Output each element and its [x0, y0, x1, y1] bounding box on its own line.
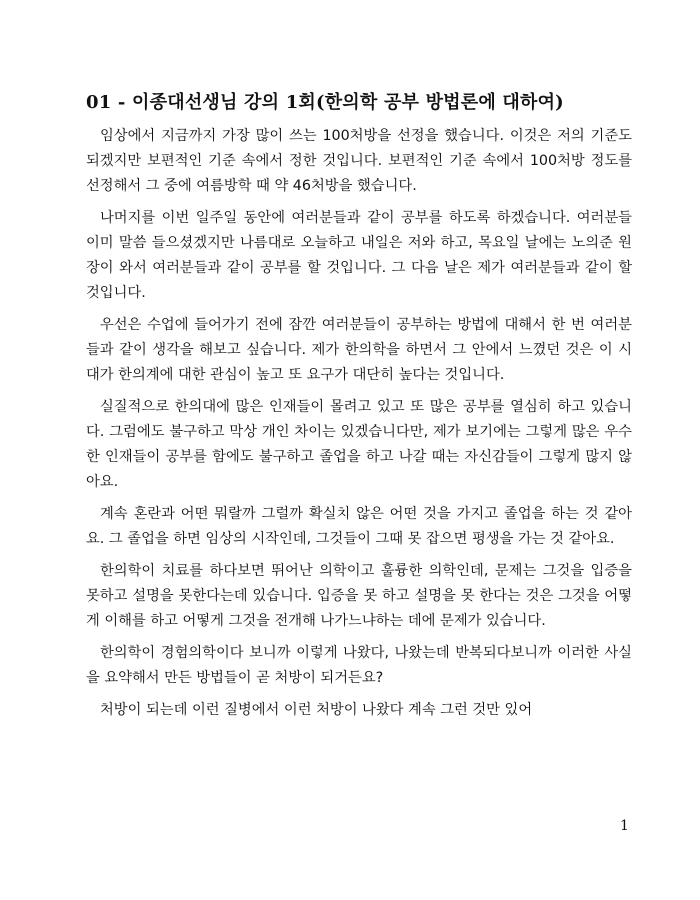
lecture-body — [86, 124, 632, 730]
page-number: 1 — [620, 818, 629, 834]
paragraph: 처방이 되는데 이런 질병에서 이런 처방이 나왔다 계속 그런 것만 있어 — [100, 702, 533, 718]
paragraph: 임상에서 지금까지 가장 많이 쓰는 100처방을 선정을 했습니다. 이것은 저의 기준도 되겠지만 보편적인 기준 속에서 정한 것입니다. 보편적인 기준 속에서 100처방 정도를 선정해서 그 중에 여름방학 때 약 46처방을 했습니다. — [86, 128, 632, 194]
paragraph: 나머지를 이번 일주일 동안에 여러분들과 같이 공부를 하도록 하겠습니다. 여러분들 이미 말씀 들으셨겠지만 나름대로 오늘하고 내일은 저와 하고, 목요일 날에는 노의준 원장이 와서 여러분들과 같이 공부를 할 것입니다. 그 다음 날은 제가 여러분들과 같이 할 것입니다. — [86, 210, 632, 301]
paragraph: 한의학이 경험의학이다 보니까 이렇게 나왔다, 나왔는데 반복되다보니까 이러한 사실을 요약해서 만든 방법들이 곧 처방이 되거든요? — [86, 645, 632, 686]
paragraph: 우선은 수업에 들어가기 전에 잠깐 여러분들이 공부하는 방법에 대해서 한 번 여러분들과 같이 생각을 해보고 싶습니다. 제가 한의학을 하면서 그 안에서 느꼈던 것은 이 시대가 한의계에 대한 관심이 높고 또 요구가 대단히 높다는 것입니다. — [86, 317, 632, 383]
paragraph: 실질적으로 한의대에 많은 인재들이 몰려고 있고 또 많은 공부를 열심히 하고 있습니다. 그럼에도 불구하고 막상 개인 차이는 있겠습니다만, 제가 보기에는 그렇게 많은 우수한 인재들이 공부를 함에도 불구하고 졸업을 하고 나갈 때는 자신감들이 그렇게 많지 않아요. — [86, 399, 632, 490]
paragraph: 한의학이 치료를 하다보면 뛰어난 의학이고 훌륭한 의학인데, 문제는 그것을 입증을 못하고 설명을 못한다는데 있습니다. 입증을 못 하고 설명을 못 한다는 것은 그것을 어떻게 이해를 하고 어떻게 그것을 전개해 나가느냐하는 데에 문제가 있습니다. — [86, 563, 632, 629]
lecture-title: 01 - 이종대선생님 강의 1회(한의학 공부 방법론에 대하여) — [86, 92, 564, 113]
paragraph: 계속 혼란과 어떤 뭐랄까 그럴까 확실치 않은 어떤 것을 가지고 졸업을 하는 것 같아요. 그 졸업을 하면 임상의 시작인데, 그것들이 그때 못 잡으면 평생을 가는 것 같아요. — [86, 506, 632, 547]
